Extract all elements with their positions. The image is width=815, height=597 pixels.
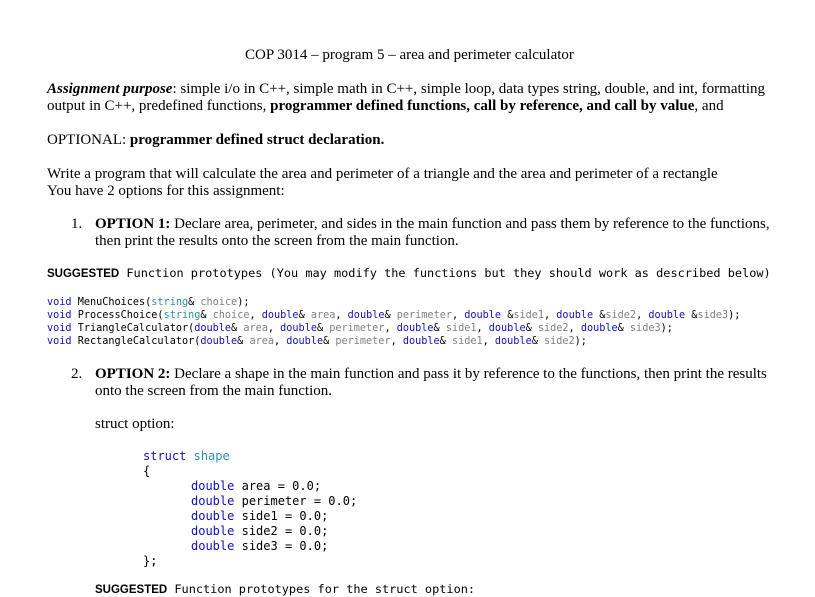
suggested-rest: Function prototypes (You may modify the functions but they should work as described below) <box>119 266 771 280</box>
intro-line-2: You have 2 options for this assignment: <box>47 183 285 199</box>
struct-member-perimeter: double perimeter = 0.0; <box>191 494 358 508</box>
purpose-label: Assignment purpose <box>47 81 173 97</box>
struct-member-side3: double side3 = 0.0; <box>191 539 329 553</box>
prototype-process-choice: void ProcessChoice(string& choice, double& area, double& perimeter, double &side1, double &side2, double &side3); <box>47 310 741 321</box>
prototype-triangle-calculator: void TriangleCalculator(double& area, double& perimeter, double& side1, double& side2, double& side3); <box>47 323 673 334</box>
option2-label: OPTION 2: <box>95 366 171 382</box>
suggested-bold: SUGGESTED <box>47 268 120 280</box>
option2-text-1: Declare a shape in the main function and pass it by reference to the functions, then print the results <box>170 366 767 382</box>
prototype-menu-choices: void MenuChoices(string& choice); <box>47 297 250 308</box>
option2-number: 2. <box>71 366 83 382</box>
option1-line-2: then print the results onto the screen from the main function. <box>95 233 459 249</box>
option2-line-2: onto the screen from the main function. <box>95 383 333 399</box>
option1-line-1 <box>95 216 770 233</box>
struct-member-area: double area = 0.0; <box>191 479 322 493</box>
purpose-line-1 <box>47 81 765 98</box>
purpose-text-1: : simple i/o in C++, simple math in C++, simple loop, data types string, double, and int, formatting <box>172 81 765 97</box>
purpose-text-2a: output in C++, predefined functions, <box>47 98 271 114</box>
purpose-line-2 <box>47 98 724 115</box>
optional-prefix: OPTIONAL: <box>47 132 130 148</box>
page-title: COP 3014 – program 5 – area and perimeter calculator <box>245 47 574 63</box>
suggested2-rest: Function prototypes for the struct option: <box>167 582 476 596</box>
optional-bold: programmer defined struct declaration. <box>129 132 385 148</box>
struct-close-brace: }; <box>143 554 158 568</box>
suggested-prototypes-heading <box>47 266 771 281</box>
option1-label: OPTION 1: <box>95 216 171 232</box>
option1-number: 1. <box>71 216 83 232</box>
suggested2-bold: SUGGESTED <box>95 584 168 596</box>
struct-member-side1: double side1 = 0.0; <box>191 509 329 523</box>
option2-line-1 <box>95 366 767 383</box>
prototype-rectangle-calculator: void RectangleCalculator(double& area, double& perimeter, double& side1, double& side2); <box>47 336 587 347</box>
struct-open-brace: { <box>143 464 151 478</box>
purpose-text-2b: , and <box>694 98 724 114</box>
option1-text-1: Declare area, perimeter, and sides in the main function and pass them by reference to the functions, <box>170 216 770 232</box>
optional-line <box>47 132 384 149</box>
struct-member-side2: double side2 = 0.0; <box>191 524 329 538</box>
struct-declaration: struct shape <box>143 449 230 463</box>
purpose-bold-2: programmer defined functions, call by reference, and call by value <box>270 98 695 114</box>
struct-option-label: struct option: <box>95 416 175 432</box>
intro-line-1: Write a program that will calculate the area and perimeter of a triangle and the area and perimeter of a rectangle <box>47 166 718 182</box>
